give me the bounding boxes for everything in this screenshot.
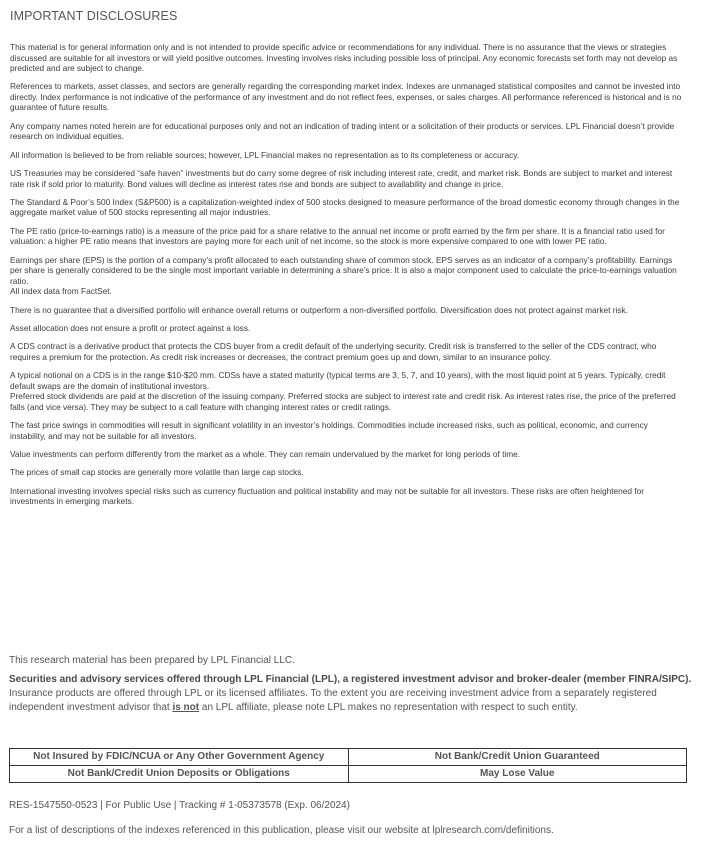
is-not-emphasis: is not xyxy=(172,702,200,713)
disclaimer-not-insured: Not Insured by FDIC/NCUA or Any Other Government Agency xyxy=(10,749,349,766)
disclosure-paragraph-cds-contract: A CDS contract is a derivative product that protects the CDS buyer from a credit default of the underlying security. Credit risk is transferred to the seller of the CDS contract, who requires a premium for the protection. As credit risk increases or decreases, the contract premium goes up and down, similar to an insurance policy. xyxy=(10,341,657,362)
insurance-disclaimer-table xyxy=(9,748,687,783)
disclaimer-not-deposits: Not Bank/Credit Union Deposits or Obligations xyxy=(10,766,349,783)
disclosure-paragraph-eps: Earnings per share (EPS) is the portion of a company’s profit allocated to each outstanding share of common stock. EPS serves as an indicator of a company’s profitability. Earnings per share is generally considered to be the single most important variable in determining a share’s price. It is also a major component used to calculate the price-to-earnings valuation ratio. All index data from FactSet. xyxy=(10,254,677,297)
disclosure-paragraph-commodities: The fast price swings in commodities will result in significant volatility in an investor’s holdings. Commodities include increased risks, such as political, economic, and currency instability, and may not be suitable for all investors. xyxy=(10,420,648,441)
disclosure-paragraph-pe-ratio: The PE ratio (price-to-earnings ratio) is a measure of the price paid for a share relative to the annual net income or profit earned by the firm per share. It is a financial ratio used for valuation: a higher PE ratio means that investors are paying more for each unit of net income, so the stock is more expensive compared to one with lower PE ratio. xyxy=(10,225,665,247)
disclosure-paragraph-reliable-sources: All information is believed to be from reliable sources; however, LPL Financial makes no representation as to its completeness or accuracy. xyxy=(10,149,520,160)
prepared-by-statement: This research material has been prepared by LPL Financial LLC. xyxy=(9,655,295,666)
disclosure-paragraph-general: This material is for general information only and is not intended to provide specific advice or recommendations for any individual. There is no assurance that the views or strategies discussed are suitable for all investors or will yield positive outcomes. Investing involves risks including possible loss of principal. Any economic forecasts set forth may not develop as predicted and are subject to change. xyxy=(10,42,678,73)
tracking-line: RES-1547550-0523 | For Public Use | Tracking # 1-05373578 (Exp. 06/2024) xyxy=(9,800,350,811)
securities-statement-text: Insurance products are offered through LPL or its licensed affiliates. To the extent you are receiving investment advice from a separately registered independent investment advisor that xyxy=(9,688,657,713)
disclosure-paragraph-small-cap: The prices of small cap stocks are generally more volatile than large cap stocks. xyxy=(10,467,304,478)
table-row xyxy=(10,766,687,783)
disclosure-paragraph-treasuries: US Treasuries may be considered “safe haven” investments but do carry some degree of risk including interest rate, credit, and market risk. Bonds are subject to market and interest rate risk if sold prior to maturity. Bond values will decline as interest rates rise and bonds are subject to availability and change in price. xyxy=(10,168,673,189)
disclosure-body xyxy=(10,42,682,515)
definitions-note: For a list of descriptions of the indexes referenced in this publication, please visit our website at lplresearch.com/definitions. xyxy=(9,825,554,836)
disclosure-paragraph-indexes: References to markets, asset classes, and sectors are generally regarding the corresponding market index. Indexes are unmanaged statistical composites and cannot be invested into directly. Index performance is not indicative of the performance of any investment and do not reflect fees, expenses, or sales charges. All performance referenced is historical and is no guarantee of future results. xyxy=(10,81,682,113)
disclosure-paragraph-company-names: Any company names noted herein are for educational purposes only and not an indication of trading intent or a solicitation of their products or services. LPL Financial doesn’t provide research on individual equities. xyxy=(10,120,675,142)
disclosure-paragraph-cds-notional: A typical notional on a CDS is in the range $10-$20 mm. CDSs have a stated maturity (typical terms are 3, 5, 7, and 10 years), with the most liquid point at 5 years. Typically, credit default swaps are the domain of institutional investors. Preferred stock dividends are paid at the discretion of the issuing company. Preferred stocks are subject to interest rate and credit risk. As interest rates rise, the price of the preferred falls (and vice versa). They may be subject to a call feature with changing interest rates or credit ratings. xyxy=(10,370,676,412)
securities-statement-bold: Securities and advisory services offered through LPL Financial (LPL), a registered investment advisor and broker-dealer (member FINRA/SIPC). xyxy=(9,674,692,685)
disclaimer-not-guaranteed: Not Bank/Credit Union Guaranteed xyxy=(348,749,687,766)
disclosure-paragraph-diversification: There is no guarantee that a diversified portfolio will enhance overall returns or outperform a non-diversified portfolio. Diversification does not protect against market risk. xyxy=(10,304,628,315)
securities-statement xyxy=(9,673,699,715)
disclosure-paragraph-sp500: The Standard & Poor’s 500 Index (S&P500) is a capitalization-weighted index of 500 stocks designed to measure performance of the broad domestic economy through changes in the aggregate market value of 500 stocks representing all major industries. xyxy=(10,196,680,218)
table-row xyxy=(10,749,687,766)
disclosure-paragraph-asset-allocation: Asset allocation does not ensure a profit or protect against a loss. xyxy=(10,323,251,334)
disclosure-paragraph-value-investments: Value investments can perform differently from the market as a whole. They can remain undervalued by the market for long periods of time. xyxy=(10,449,521,460)
page-title: IMPORTANT DISCLOSURES xyxy=(10,9,178,23)
disclaimer-may-lose-value: May Lose Value xyxy=(348,766,687,783)
disclosure-paragraph-international: International investing involves special risks such as currency fluctuation and political instability and may not be suitable for all investors. These risks are often heightened for investments in emerging markets. xyxy=(10,485,644,507)
securities-statement-text-end: an LPL affiliate, please note LPL makes no representation with respect to such entity. xyxy=(199,702,578,713)
